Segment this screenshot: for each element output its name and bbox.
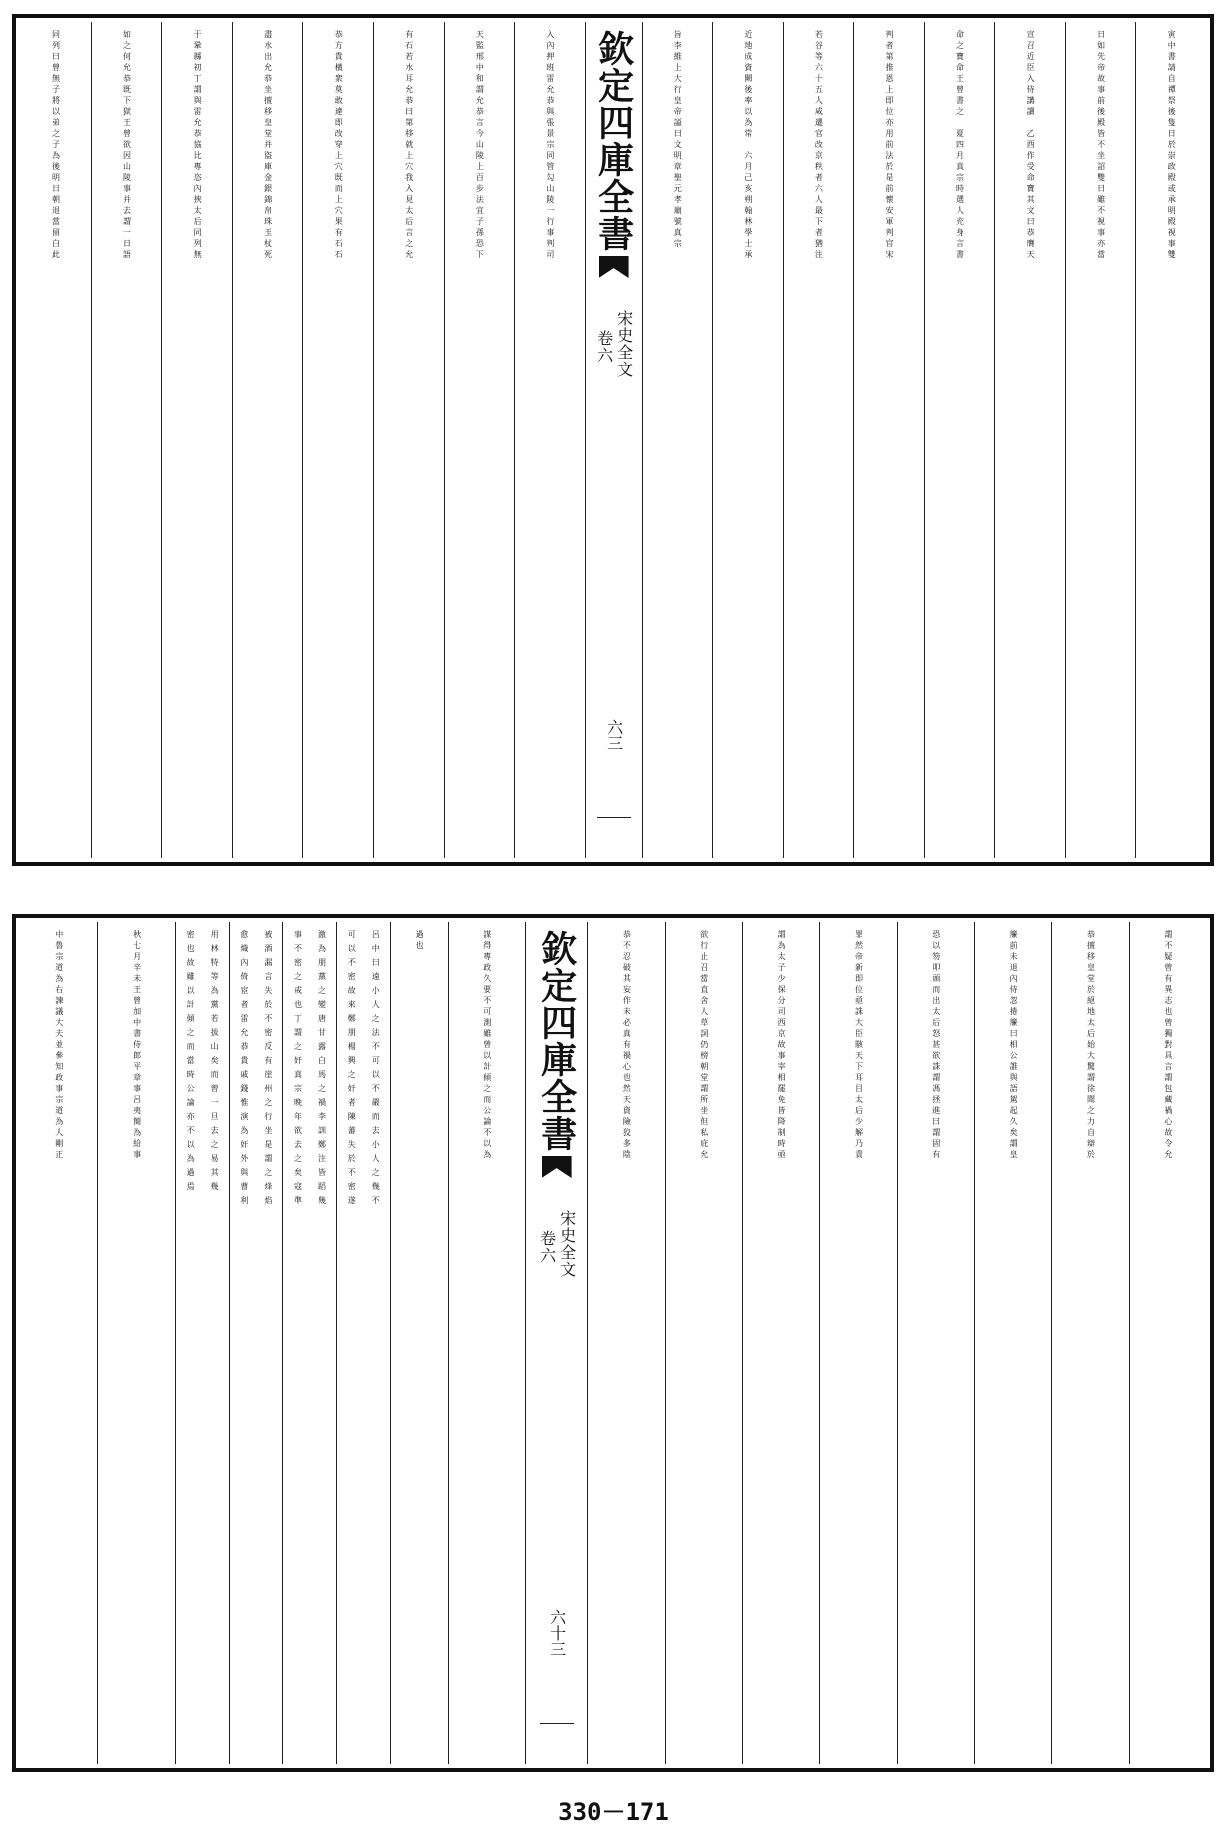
text-column <box>1129 922 1206 1764</box>
banner-leaf-number: 六十三 <box>547 1609 567 1657</box>
text-column <box>91 22 162 858</box>
banner-book-title: 宋史全文 <box>557 1210 577 1278</box>
banner-column <box>585 22 642 858</box>
text-column <box>665 922 742 1764</box>
column-text: 如之何允恭既下獄王曾欲因山陵事并去謂一日語 <box>122 30 132 261</box>
text-column <box>974 922 1051 1764</box>
text-columns <box>20 22 1206 858</box>
column-text: 謀得專政久要不可測雖曾以計傾之而公論不以為 <box>482 930 492 1161</box>
column-text: 若谷等六十五人咸遷官改京秩者六人最下者猶注 <box>814 30 824 261</box>
text-column <box>642 22 713 858</box>
commentary-column <box>229 922 283 1764</box>
text-columns <box>20 922 1206 1764</box>
column-text: 恐以笏叩頭而出太后怒甚欲誅謂馮拯進曰謂固有 <box>931 930 941 1161</box>
banner-column <box>525 922 587 1764</box>
column-text: 盡水出允恭坐擅移皇堂并盜庫金銀錦帛珠玉杖死 <box>263 30 273 261</box>
text-column <box>514 22 585 858</box>
text-column <box>448 922 525 1764</box>
column-text: 入內押班雷允恭與張景宗同管勾山陵一行事判司 <box>545 30 555 261</box>
column-text: 判者第推恩上即位亦用前法於是前懷安軍判官宋 <box>884 30 894 261</box>
banner-volume: 卷六 <box>537 1230 557 1264</box>
column-text: 旨李維上大行皇帝謚曰文明章聖元孝廟號真宗 <box>673 30 683 250</box>
text-column <box>373 22 444 858</box>
column-text: 欲行止召當直舍人草詞仍榜朝堂謂所坐但私庇允 <box>699 930 709 1161</box>
text-column <box>783 22 854 858</box>
column-text: 恭方貴橫衆莫敢違即改穿上穴既而上穴果有石石 <box>334 30 344 261</box>
text-column <box>97 922 174 1764</box>
text-column <box>742 922 819 1764</box>
page-upper <box>0 0 1227 900</box>
column-text: 于鞏縣初丁謂與雷允恭協比專恣內挾太后同列無 <box>193 30 203 261</box>
text-column <box>819 922 896 1764</box>
page-lower <box>0 900 1227 1800</box>
fishtail-mark-icon <box>597 256 631 290</box>
column-text: 謂不疑曾有異志也曾獨對具言謂包藏禍心故令允 <box>1163 930 1173 1161</box>
commentary-column <box>175 922 229 1764</box>
banner-book-title: 宋史全文 <box>614 310 634 378</box>
commentary-line: 用林特等為黨若拔山矣而曾一旦去之易其幾 <box>210 930 220 1196</box>
column-text: 近地成資闕後率以為常 六月己亥朔翰林學士承 <box>743 30 753 261</box>
column-text: 簾前未退內侍忽捲簾曰相公誰與語駕起久矣謂皇 <box>1009 930 1019 1161</box>
commentary-line: 愈熾內倚宦者雷允恭貴戚錢惟演為奸外與曹利 <box>239 930 249 1210</box>
column-text: 命之寶命王曾書之 夏四月真宗時選人充身言書 <box>955 30 965 261</box>
column-text: 日如先帝故事前後殿皆不坐詔雙日雖不視事亦當 <box>1096 30 1106 261</box>
commentary-column <box>282 922 336 1764</box>
banner-title: 欽定四庫全書 <box>592 30 635 252</box>
text-column <box>1135 22 1206 858</box>
text-column <box>924 22 995 858</box>
column-text: 恭擅移皇堂於絕地太后始大驚謂徐聞之力自辯於 <box>1086 930 1096 1161</box>
column-text: 中魯宗道為右諫議大夫並參知政事宗道為人剛正 <box>54 930 64 1161</box>
text-column <box>302 22 373 858</box>
text-column <box>587 922 664 1764</box>
column-text: 寅中書請自禫祭後隻日於崇政殿或承明殿視事雙 <box>1167 30 1177 261</box>
commentary-line: 事不密之戒也丁謂之奸真宗晚年欲去之矣寇準 <box>293 930 303 1210</box>
column-text: 天監邢中和謂允恭言今山陵上百步法宜子孫恐下 <box>475 30 485 261</box>
column-text: 恭不忍破其妄作未必真有禍心也然天資險狡多陰 <box>622 930 632 1161</box>
commentary-line: 密也故雖以計傾之而當時公論亦不以為過焉 <box>186 930 196 1196</box>
text-column <box>897 922 974 1764</box>
commentary-column <box>336 922 390 1764</box>
commentary-line: 激為朋黨之變唐甘露白馬之禍李訓鄭注皆蹈幾 <box>317 930 327 1210</box>
commentary-line: 被酒漏言失於不密反有崖州之行坐是謂之烽焰 <box>263 930 273 1210</box>
banner-book-info <box>539 1190 575 1278</box>
text-column <box>390 922 448 1764</box>
column-text: 秋七月辛未王曾加中書侍郎平章事呂夷簡為給事 <box>132 930 142 1161</box>
column-text: 宣召近臣入侍講讀 乙酉作受命寶其文曰恭膺天 <box>1026 30 1036 261</box>
fishtail-mark-icon <box>540 1156 574 1190</box>
text-column <box>994 22 1065 858</box>
column-text: 過也 <box>415 930 425 952</box>
text-column <box>444 22 515 858</box>
commentary-line: 呂中曰遠小人之法不可以不嚴而去小人之幾不 <box>371 930 381 1210</box>
text-column <box>1065 22 1136 858</box>
text-column <box>20 922 97 1764</box>
text-column <box>20 22 91 858</box>
text-column <box>232 22 303 858</box>
column-text: 有石若水耳允恭曰第移就上穴我入見太后言之允 <box>404 30 414 261</box>
banner-rule <box>540 1723 574 1724</box>
banner-leaf-number: 六三 <box>604 719 624 751</box>
text-column <box>712 22 783 858</box>
banner-book-info <box>596 290 632 378</box>
text-column <box>853 22 924 858</box>
text-column <box>1051 922 1128 1764</box>
column-text: 謂為太子少保分司西京故事宰相罷免皆降制時亟 <box>777 930 787 1161</box>
column-text: 罪然帝新即位亟誅大臣駭天下耳目太后少解乃責 <box>854 930 864 1161</box>
banner-rule <box>597 817 631 818</box>
banner-volume: 卷六 <box>594 330 614 364</box>
column-text: 同列曰曾無子將以弟之子為後明日朝退當留白此 <box>51 30 61 261</box>
commentary-line: 可以不密故來鄭朋楊興之奸者陳蕃失於不密遂 <box>347 930 357 1210</box>
page-number: 330－171 <box>558 1798 669 1826</box>
banner-title: 欽定四庫全書 <box>535 930 578 1152</box>
text-column <box>161 22 232 858</box>
